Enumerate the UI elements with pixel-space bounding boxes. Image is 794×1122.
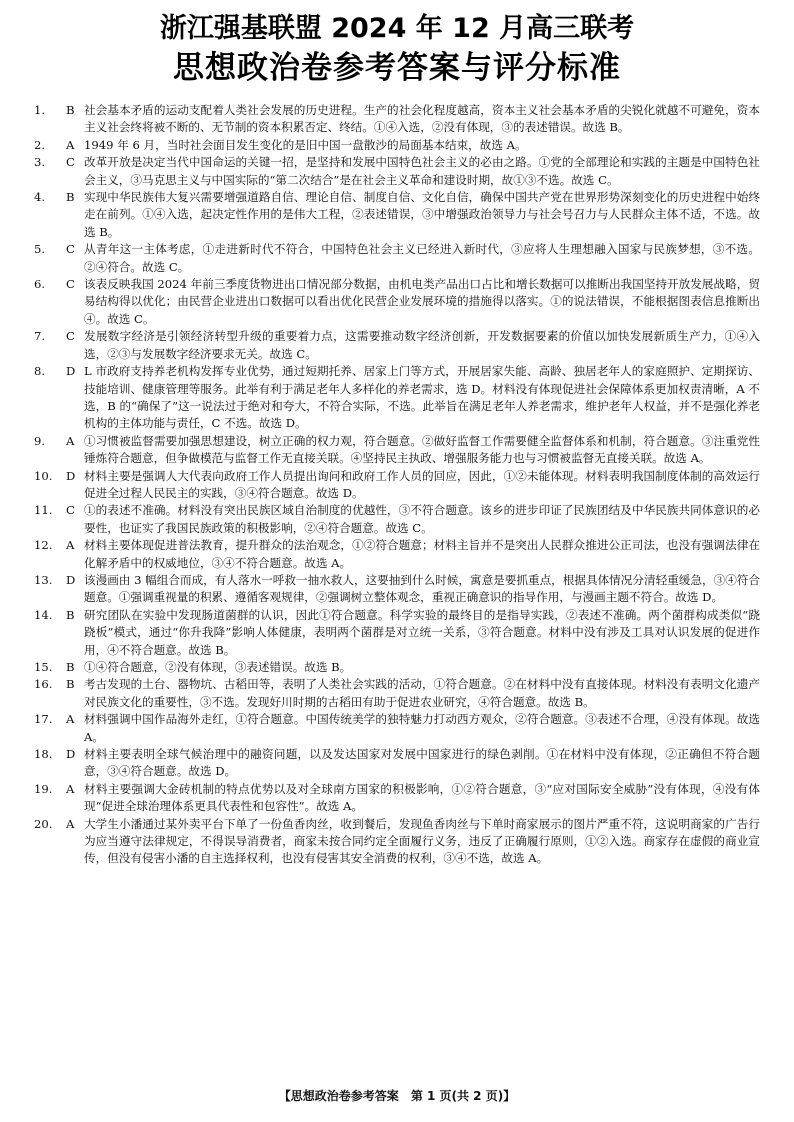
answer-item: [34, 816, 760, 868]
answer-item: [34, 607, 760, 659]
answer-choice: B: [66, 103, 75, 117]
question-number: 7.: [34, 329, 46, 344]
answer-item: [34, 537, 760, 572]
answer-explanation: 研究团队在实验中发现肠道菌群的认识，因此①符合题意。科学实验的最终目的是指导实践，②表述不准确。两个菌群构成类似“跷跷板”模式，通过“你升我降”影响人体健康，表明两个菌群是对立统一关系，③符合题意。材料中没有涉及工具对认识发展的促进作用，④不符合题意。故选 B。: [84, 607, 760, 657]
answer-item: [34, 502, 760, 537]
answer-item: [34, 572, 760, 607]
answer-item: [34, 781, 760, 816]
answer-choice: D: [66, 572, 76, 587]
answer-choice: B: [66, 677, 75, 692]
answer-choice: C: [66, 155, 75, 170]
answer-choice: D: [66, 747, 76, 762]
question-number: 6.: [34, 277, 46, 292]
answer-choice: C: [66, 277, 75, 292]
answer-choice: A: [66, 538, 75, 553]
answer-explanation: 该漫画由 3 幅组合而成，有人落水一呼救一抽水救人，这要抽到什么时候，寓意是要抓重点，根据具体情况分清轻重缓急，③④符合题意。①强调重视量的积累、遵循客观规律，②强调树立整体观念，重视正确意识的指导作用，与漫画主题不符合。故选 D。: [84, 572, 760, 605]
answer-item: [34, 328, 760, 363]
answer-item: [34, 241, 760, 276]
answer-item: [34, 746, 760, 781]
question-number: 18.: [34, 747, 53, 762]
answer-explanation: 考古发现的土台、器物坑、古稻田等，表明了人类社会实践的活动，①符合题意。②在材料中没有直接体现。材料没有表明文化遗产对民族文化的重要性，③不选。发现好川时期的古稻田有助于促进农业研究，④符合题意。故选 B。: [84, 677, 760, 709]
answer-choice: C: [66, 329, 75, 344]
answer-explanation: 该表反映我国 2024 年前三季度货物进出口情况部分数据，由机电类产品出口占比和增长数据可以推断出我国坚持开放发展战略，贸易结构得以优化；由民营企业进出口数据可以看出优化民营企业发展环境的措施得以落实。①的说法错误，不能根据图表信息推断出④。故选 C。: [84, 277, 760, 326]
answer-explanation: 社会基本矛盾的运动支配着人类社会发展的历史进程。生产的社会化程度越高，资本主义社会基本矛盾的尖锐化就越不可避免，资本主义社会终将被不断的、无节制的资本积累否定、终结。①④入选，②没有体现，③的表述错误。故选 B。: [84, 103, 760, 135]
answer-item: [34, 137, 760, 154]
answer-item: [34, 433, 760, 468]
question-number: 20.: [34, 816, 53, 831]
answer-item: [34, 276, 760, 328]
answer-choice: A: [66, 712, 75, 727]
answer-choice: A: [66, 781, 75, 796]
question-number: 1.: [34, 103, 46, 117]
answer-explanation: ①④符合题意，②没有体现，③表述错误。故选 B。: [84, 660, 352, 674]
answer-choice: D: [66, 364, 76, 379]
question-number: 15.: [34, 660, 53, 674]
answer-explanation: 改革开放是决定当代中国命运的关键一招，是坚持和发展中国特色社会主义的必由之路。①党的全部理论和实践的主题是中国特色社会主义，③马克思主义与中国实际的“第二次结合”是在社会主义革命和建设时期，故①③不选。故选 C。: [84, 155, 760, 187]
answer-explanation: ①习惯被监督需要加强思想建设，树立正确的权力观，符合题意。②做好监督工作需要健全监督体系和机制，符合题意。③注重党性锤炼符合题意，但争做模范与监督工作无直接关联。④坚持民主执政、增强服务能力也与习惯被监督无直接关联。故选 A。: [84, 433, 760, 466]
answer-choice: A: [66, 433, 75, 448]
question-number: 16.: [34, 677, 53, 692]
answer-explanation: ①的表述不准确。材料没有突出民族区域自治制度的优越性，③不符合题意。该乡的进步印证了民族团结及中华民族共同体意识的必要性，也证实了我国民族政策的积极影响，②④符合题意。故选 C。: [84, 503, 760, 535]
answer-choice: B: [66, 607, 75, 622]
exam-title: 浙江强基联盟 2024 年 12 月高三联考: [159, 13, 635, 44]
answer-item: [34, 154, 760, 189]
answer-item: [34, 102, 760, 137]
question-number: 19.: [34, 781, 53, 796]
question-number: 17.: [34, 712, 53, 727]
answer-explanation: 材料主要表明全球气候治理中的融资问题，以及发达国家对发展中国家进行的绿色剥削。①在材料中没有体现，②正确但不符合题意，③④符合题意。故选 D。: [84, 747, 760, 779]
answer-item: [34, 676, 760, 711]
answer-explanation: 材料主要是强调人大代表向政府工作人员提出询问和政府工作人员的回应，因此，①②未能体现。材料表明我国制度体制的高效运行促进全过程人民民主的实践，③④符合题意。故选 D。: [84, 468, 760, 500]
answer-choice: B: [66, 660, 75, 674]
answer-explanation: 1949 年 6 月，当时社会面目发生变化的是旧中国一盘散沙的局面基本结束，故选 A。: [84, 137, 527, 152]
question-number: 8.: [34, 364, 46, 379]
answer-choice: B: [66, 190, 75, 205]
question-number: 5.: [34, 242, 46, 257]
answer-explanation: 材料主要强调大金砖机制的特点优势以及对全球南方国家的积极影响，①②符合题意，③“应对国际安全威胁”没有体现，④没有体现“促进全球治理体系更具代表性和包容性”。故选 A。: [84, 781, 760, 814]
answer-explanation: 材料强调中国作品海外走红，①符合题意。中国传统美学的独特魅力打动西方观众，②符合题意。③表述不合理，④没有体现。故选 A。: [84, 712, 760, 744]
answer-choice: C: [66, 242, 75, 257]
answer-item: [34, 189, 760, 241]
answer-choice: A: [66, 137, 75, 152]
answer-explanation: L 市政府支持养老机构发挥专业优势，通过短期托养、居家上门等方式，开展居家失能、高龄、独居老年人的家庭照护、定期探访、技能培训、健康管理等服务。此举有利于满足老年人多样化的养老需求，选 D。材料没有体现促进社会保障体系更加权责清晰，A 不选，B 的“确保了”这一说法过于绝对和夸大，不符合实际，不选。此举旨在满足老年人养老需求，维护老年人权益，并不是强化养老机构的主体功能与责任，C 不选。故选 D。: [84, 364, 760, 431]
answer-item: [34, 468, 760, 503]
question-number: 13.: [34, 572, 53, 587]
answer-explanation: 实现中华民族伟大复兴需要增强道路自信、理论自信、制度自信、文化自信，确保中国共产党在世界形势深刻变化的历史进程中始终走在前列。①④入选，起决定性作用的是伟大工程，②表述错误，③中增强政治领导力与社会号召力与人民群众主体不适，不选。故选 B。: [84, 190, 760, 239]
question-number: 4.: [34, 190, 46, 205]
footer-doc-label: 【思想政治卷参考答案: [278, 1089, 399, 1103]
answer-explanation: 发展数字经济是引领经济转型升级的重要着力点，这需要推动数字经济创新，开发数据要素的价值以加快发展新质生产力，①④入选，②③与发展数字经济要求无关。故选 C。: [84, 329, 760, 361]
answer-explanation: 从青年这一主体考虑，①走进新时代不符合，中国特色社会主义已经进入新时代，③应将人生理想融入国家与民族梦想，③不选。②④符合。故选 C。: [84, 242, 760, 274]
answer-list: [34, 102, 760, 868]
answer-explanation: 材料主要体现促进普法教育，提升群众的法治观念，①②符合题意；材料主旨并不是突出人民群众推进公正司法，也没有强调法律在化解矛盾中的权威地位，③④不符合题意。故选 A。: [84, 538, 760, 570]
answer-item: [34, 363, 760, 433]
document-subtitle: 思想政治卷参考答案与评分标准: [173, 50, 621, 86]
question-number: 3.: [34, 155, 46, 170]
answer-item: [34, 659, 760, 676]
answer-choice: D: [66, 468, 76, 483]
answer-explanation: 大学生小潘通过某外卖平台下单了一份鱼香肉丝，收到餐后，发现鱼香肉丝与下单时商家展示的图片严重不符，这说明商家的广告行为应当遵守法律规定，不得误导消费者，商家未按合同约定全面履行义务，违反了正确履行原则，①②入选。商家存在虚假的商业宣传，但没有侵害小潘的自主选择权利，也没有侵害其安全消费的权利，③④不选，故选 A。: [84, 816, 760, 866]
question-number: 2.: [34, 137, 46, 152]
footer-page-info: 第 1 页(共 2 页)】: [410, 1089, 516, 1103]
question-number: 12.: [34, 538, 53, 553]
answer-choice: C: [66, 503, 75, 518]
question-number: 11.: [34, 503, 53, 518]
answer-item: [34, 711, 760, 746]
page-footer: [0, 1087, 794, 1104]
question-number: 14.: [34, 607, 53, 622]
question-number: 9.: [34, 433, 46, 448]
answer-choice: A: [66, 816, 75, 831]
question-number: 10.: [34, 468, 53, 483]
